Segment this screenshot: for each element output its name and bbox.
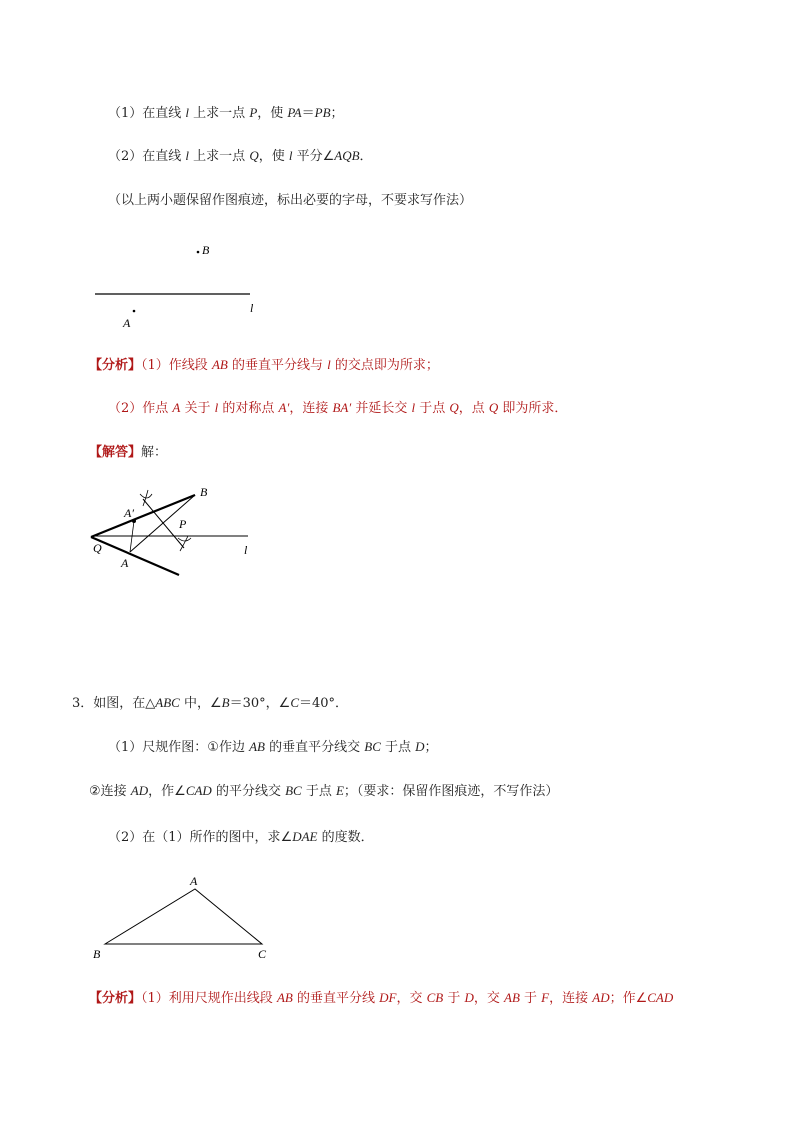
figure-points-and-line [90, 234, 270, 334]
analysis-2: （2）作点 A 关于 l 的对称点 A′，连接 BA′ 并延长交 l 于点 Q，点 Q 即为所求． [108, 400, 568, 416]
label-c: C [258, 947, 267, 961]
label-b: B [93, 947, 101, 961]
perpendicular-bisector [143, 499, 184, 548]
label-b: B [200, 485, 208, 499]
answer-label: 【解答】解： [89, 445, 168, 460]
label-a: A [121, 556, 129, 570]
analysis-3: 【分析】（1）利用尺规作出线段 AB 的垂直平分线 DF，交 CB 于 D，交 AB 于 F，连接 AD；作∠CAD [89, 990, 674, 1006]
ray-qa [91, 537, 179, 575]
triangle-abc [105, 889, 262, 944]
question-1-part-1: （1）在直线 l 上求一点 P，使 PA＝PB； [108, 105, 344, 121]
label-a: A [123, 316, 131, 330]
arc-mark-top [140, 490, 152, 506]
question-1-part-2: （2）在直线 l 上求一点 Q，使 l 平分∠AQB． [108, 148, 373, 164]
point-b [197, 251, 200, 254]
figure-triangle [88, 872, 288, 972]
label-a: A [190, 874, 198, 888]
label-q: Q [93, 541, 102, 555]
label-l: l [250, 301, 254, 315]
construction-note: （以上两小题保留作图痕迹，标出必要的字母，不要求写作法） [108, 193, 473, 208]
question-3-header: 3．如图，在△ABC 中，∠B＝30°，∠C＝40°． [72, 695, 349, 711]
figure-solution [88, 484, 278, 584]
label-l: l [244, 543, 248, 557]
label-a-prime: A′ [124, 506, 134, 520]
label-p: P [179, 517, 187, 531]
analysis-1: 【分析】（1）作线段 AB 的垂直平分线与 l 的交点即为所求； [89, 357, 439, 373]
question-3-part-2: （2）在（1）所作的图中，求∠DAE 的度数． [108, 829, 374, 845]
question-3-part-1b: ②连接 AD，作∠CAD 的平分线交 BC 于点 E；（要求：保留作图痕迹，不写作法） [89, 783, 559, 799]
label-b: B [202, 243, 210, 257]
point-a [133, 310, 136, 313]
question-3-part-1: （1）尺规作图：①作边 AB 的垂直平分线交 BC 于点 D； [108, 739, 438, 755]
